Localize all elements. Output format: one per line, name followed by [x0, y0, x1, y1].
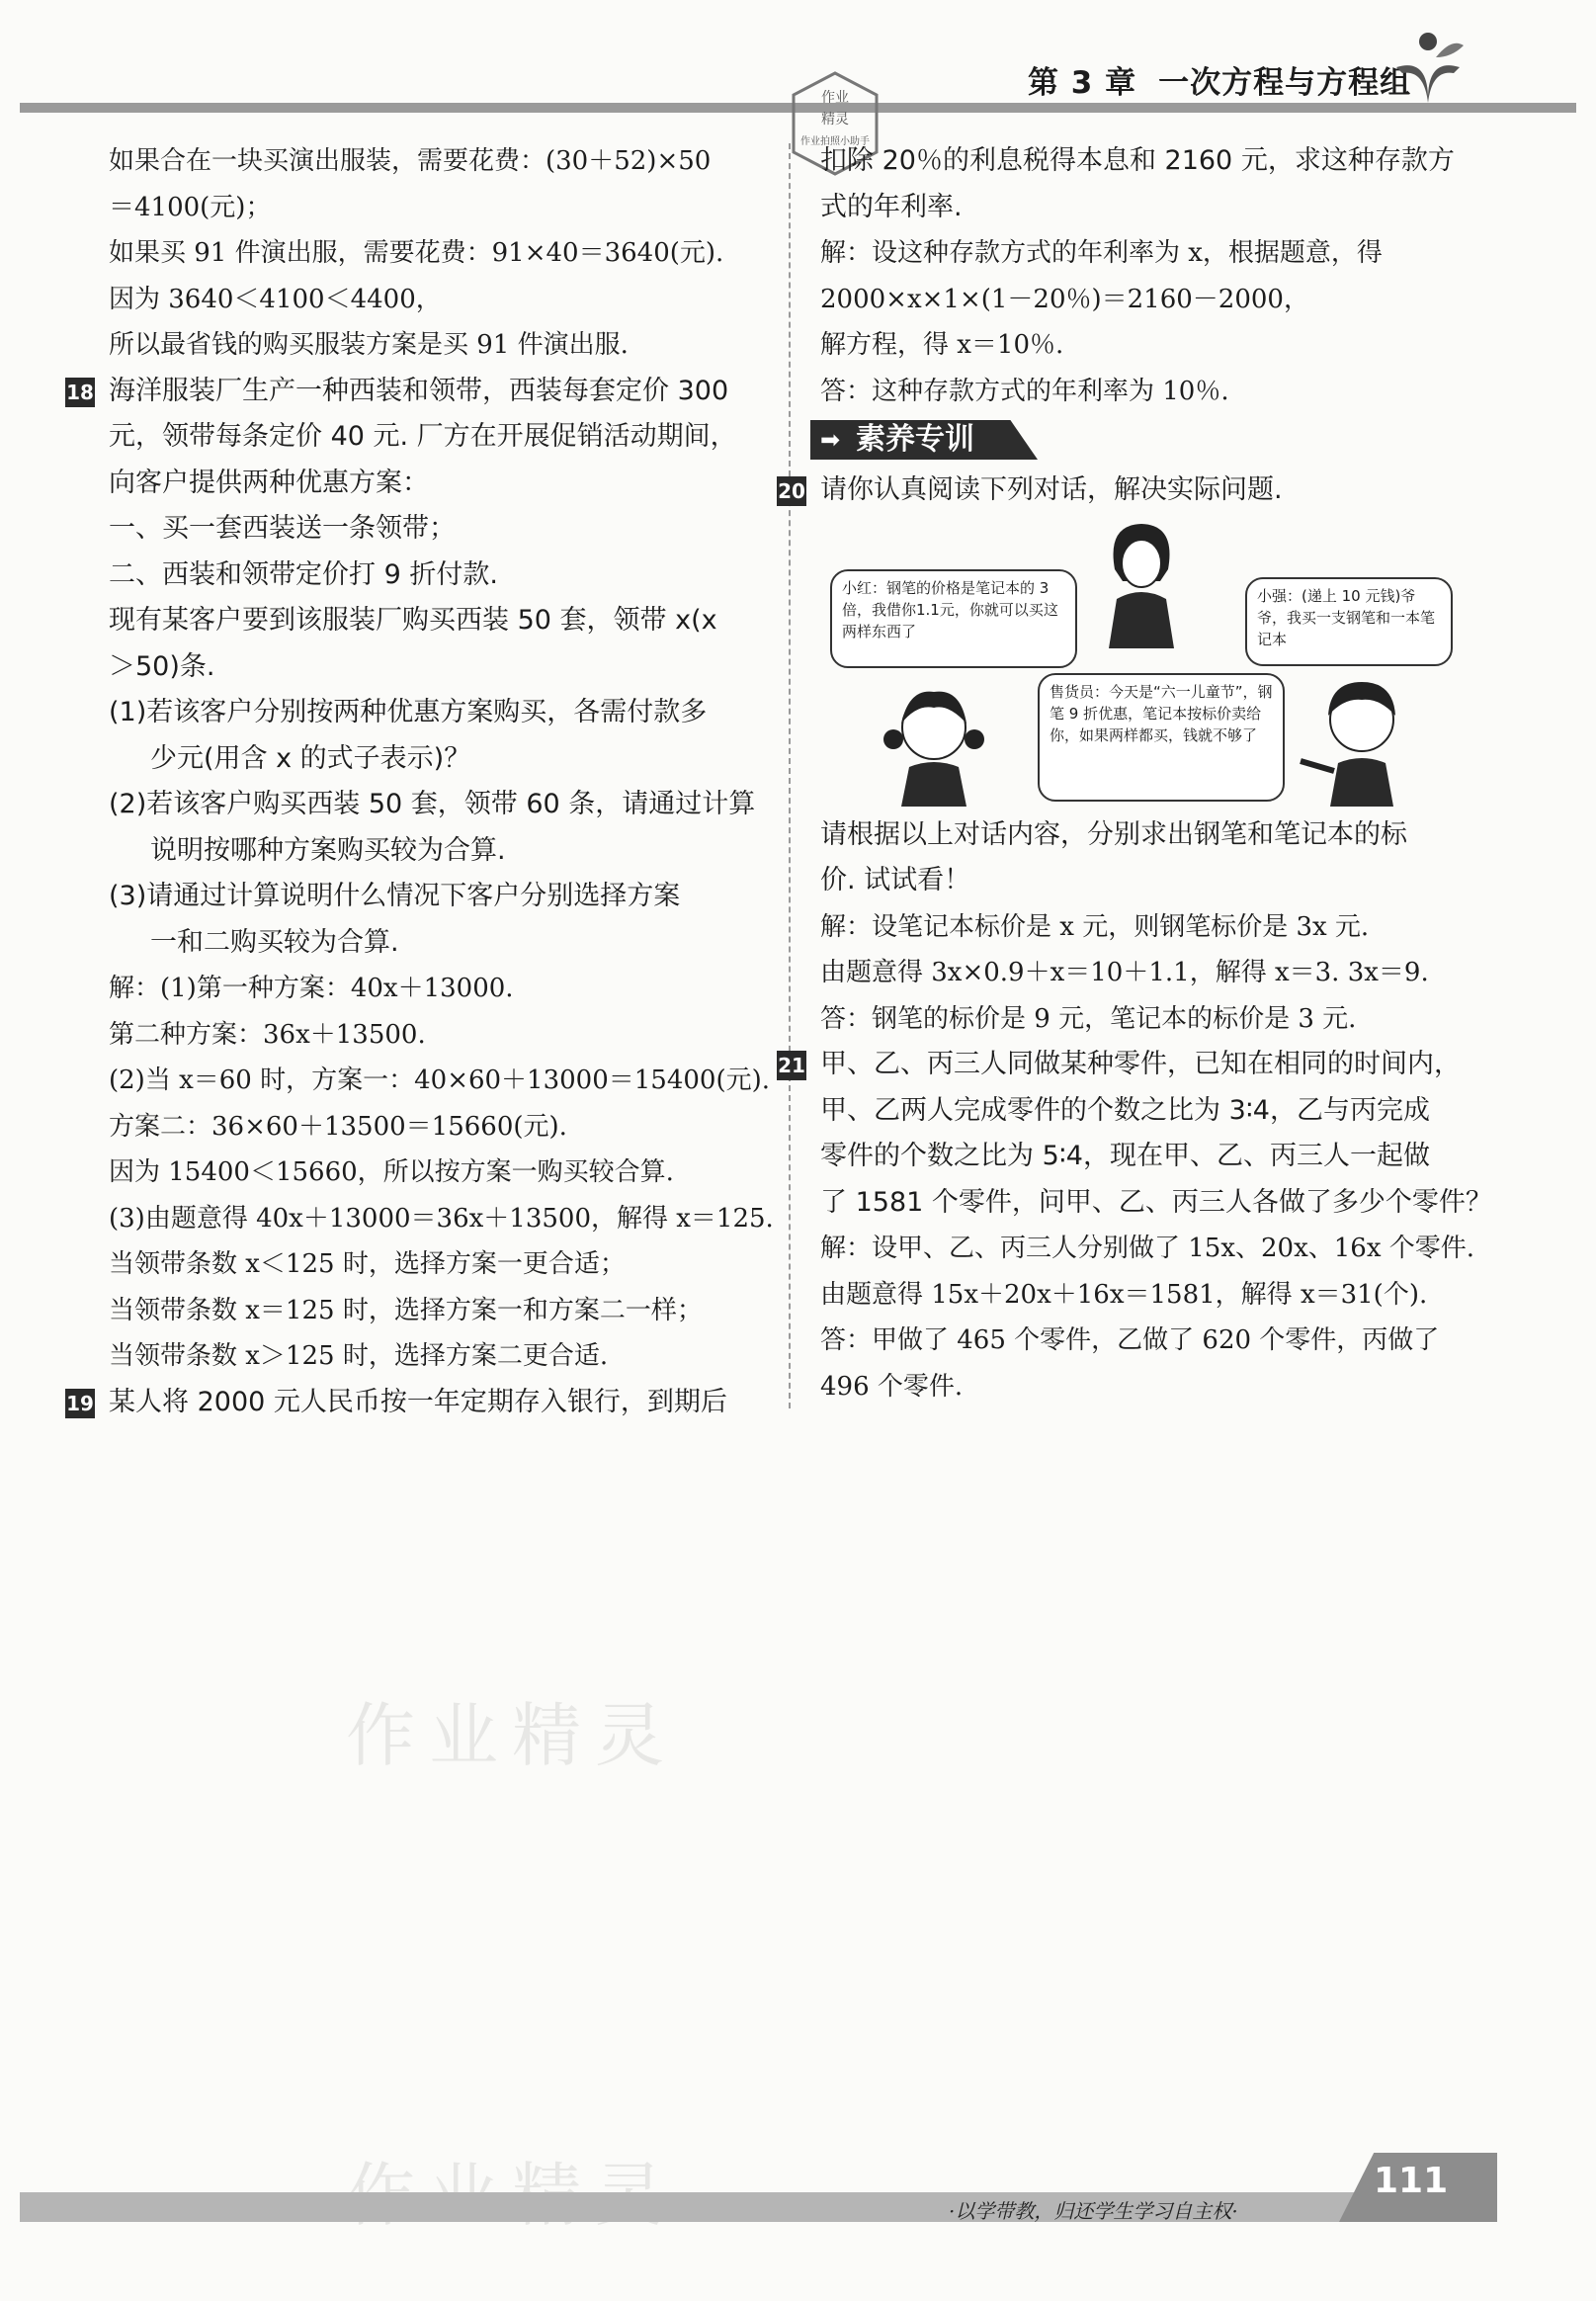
question-line [778, 468, 1482, 514]
line-text: 一、买一套西装送一条领带； [109, 513, 456, 544]
watermark-middle: 作业精灵 [346, 1695, 678, 1776]
line-text: 当领带条数 x＞125 时，选择方案二更合适. [109, 1341, 609, 1371]
chapter-title: 一次方程与方程组 [1158, 65, 1412, 101]
line-text: 解：设这种存款方式的年利率为 x，根据题意，得 [820, 238, 1383, 268]
question-number-badge: 20 [777, 476, 806, 506]
line-text: 答：钢笔的标价是 9 元，笔记本的标价是 3 元. [820, 1003, 1357, 1034]
answer-line [109, 1012, 771, 1059]
left-column [66, 138, 774, 1425]
answer-line [820, 1272, 1482, 1319]
question-line [109, 828, 771, 875]
line-text: 价. 试试看！ [820, 865, 971, 895]
answer-line [109, 1333, 771, 1380]
question-line [109, 782, 771, 828]
answer-line [820, 1364, 1482, 1410]
banner-arrow-icon: ➡ [820, 426, 841, 454]
section-banner [810, 416, 1482, 464]
answer-line [820, 230, 1482, 277]
answer-line [109, 1058, 771, 1104]
answer-line [109, 138, 771, 185]
line-text: 向客户提供两种优惠方案： [109, 467, 429, 498]
right-column [778, 138, 1492, 1409]
line-text: 因为 3640＜4100＜4400， [109, 284, 442, 314]
line-text: 解：(1)第一种方案：40x＋13000. [109, 974, 514, 1003]
question-line [820, 858, 1482, 904]
speech-bubble-girl: 小红：钢笔的价格是笔记本的 3 倍，我借你1.1元，你就可以买这两样东西了 [830, 569, 1077, 668]
footer-motto: ·以学带教，归还学生学习自主权· [949, 2199, 1238, 2223]
question-line [820, 812, 1482, 859]
question-line [820, 185, 1482, 231]
line-text: ＞50)条. [109, 650, 215, 682]
question-line [820, 1180, 1492, 1227]
stamp-line1: 作业 [821, 90, 849, 106]
speech-bubble-clerk: 售货员：今天是“六一儿童节”，钢笔 9 折优惠，笔记本按标价卖给你，如果两样都买，钱就不够了 [1038, 673, 1285, 802]
line-text: 说明按哪种方案购买较为合算. [150, 834, 506, 866]
question-line [109, 598, 771, 644]
question-line [109, 736, 771, 783]
speech-bubble-boy: 小强：(递上 10 元钱)爷爷，我买一支钢笔和一本笔记本 [1245, 577, 1453, 666]
answer-line [109, 277, 771, 323]
line-text: ＝4100(元)； [109, 192, 272, 222]
question-line [109, 414, 771, 461]
question-number-badge: 21 [777, 1051, 806, 1080]
line-text: 由题意得 15x＋20x＋16x＝1581，解得 x＝31(个). [820, 1279, 1428, 1310]
question-number-badge: 18 [65, 378, 95, 407]
answer-line [109, 230, 771, 277]
answer-line [109, 322, 771, 369]
answer-line [820, 369, 1482, 415]
question-line [820, 1134, 1482, 1180]
answer-line [109, 1241, 771, 1288]
answer-line [820, 1318, 1482, 1364]
line-text: (3)请通过计算说明什么情况下客户分别选择方案 [109, 881, 681, 911]
line-text: 甲、乙、丙三人同做某种零件，已知在相同的时间内， [820, 1049, 1461, 1079]
line-text: 方案二：36×60＋13500＝15660(元). [109, 1111, 567, 1142]
line-text: 了 1581 个零件，问甲、乙、丙三人各做了多少个零件？ [820, 1186, 1492, 1218]
question-line [109, 553, 771, 599]
line-text: 一和二购买较为合算. [150, 926, 399, 958]
line-text: 请你认真阅读下列对话，解决实际问题. [820, 474, 1283, 505]
line-text: 请根据以上对话内容，分别求出钢笔和笔记本的标 [820, 818, 1407, 850]
question-line [820, 1088, 1482, 1135]
answer-line [109, 185, 771, 231]
line-text: (2)当 x＝60 时，方案一：40×60＋13000＝15400(元). [109, 1065, 771, 1095]
answer-line [820, 950, 1482, 996]
stamp-line3: 作业拍照小助手 [800, 136, 870, 147]
line-text: 2000×x×1×(1－20％)＝2160－2000， [820, 284, 1309, 314]
line-text: (3)由题意得 40x＋13000＝36x＋13500，解得 x＝125. [109, 1203, 774, 1234]
watermark-bottom [346, 2140, 678, 2240]
line-text: 答：这种存款方式的年利率为 10％. [820, 376, 1229, 406]
chapter-header [1028, 57, 1433, 102]
line-text: 少元(用含 x 的式子表示)？ [150, 742, 471, 774]
line-text: 二、西装和领带定价打 9 折付款. [109, 558, 498, 590]
line-text: 甲、乙两人完成零件的个数之比为 3∶4，乙与丙完成 [820, 1094, 1430, 1126]
line-text: 扣除 20％的利息税得本息和 2160 元，求这种存款方 [820, 145, 1455, 176]
question-line [109, 874, 771, 920]
page-number: 111 [1374, 2161, 1449, 2201]
answer-line [109, 1288, 771, 1334]
right-column-bottom [778, 468, 1492, 1409]
line-text: 当领带条数 x＜125 时，选择方案一更合适； [109, 1249, 626, 1279]
line-text: 如果买 91 件演出服，需要花费：91×40＝3640(元). [109, 238, 724, 268]
banner-title: 素养专训 [856, 422, 974, 457]
question-line [66, 369, 771, 415]
answer-line [109, 1196, 774, 1242]
answer-line [820, 904, 1482, 951]
question-number-badge: 19 [65, 1389, 95, 1418]
line-text: 元，领带每条定价 40 元. 厂方在开展促销活动期间， [109, 421, 737, 452]
line-text: 现有某客户要到该服装厂购买西装 50 套，领带 x(x [109, 605, 717, 636]
line-text: 因为 15400＜15660，所以按方案一购买较合算. [109, 1157, 674, 1187]
answer-line [820, 277, 1482, 323]
line-text: 解：设笔记本标价是 x 元，则钢笔标价是 3x 元. [820, 911, 1370, 942]
question-line [109, 644, 771, 691]
girl-figure-icon [880, 678, 988, 807]
chapter-number: 第 3 章 [1028, 65, 1137, 101]
stamp-line2: 精灵 [821, 112, 849, 128]
line-text: 零件的个数之比为 5∶4，现在甲、乙、丙三人一起做 [820, 1141, 1430, 1171]
answer-line [820, 322, 1482, 369]
line-text: 海洋服装厂生产一种西装和领带，西装每套定价 300 [109, 375, 729, 406]
question-line [109, 690, 771, 736]
question-line [109, 506, 771, 553]
line-text: 解：设甲、乙、丙三人分别做了 15x、20x、16x 个零件. [820, 1234, 1475, 1263]
line-text: 所以最省钱的购买服装方案是买 91 件演出服. [109, 330, 629, 360]
line-text: 第二种方案：36x＋13500. [109, 1019, 426, 1050]
answer-line [109, 1104, 771, 1150]
question-line [778, 1042, 1482, 1088]
answer-line [820, 1226, 1482, 1272]
line-text: 某人将 2000 元人民币按一年定期存入银行，到期后 [109, 1386, 727, 1417]
line-text: 496 个零件. [820, 1371, 964, 1402]
answer-line [109, 1150, 771, 1196]
answer-line [820, 996, 1482, 1043]
book-logo-icon [1388, 28, 1468, 107]
line-text: 解方程，得 x＝10％. [820, 330, 1064, 360]
line-text: 由题意得 3x×0.9＋x＝10＋1.1，解得 x＝3. 3x＝9. [820, 958, 1429, 987]
line-text: 答：甲做了 465 个零件，乙做了 620 个零件，丙做了 [820, 1325, 1440, 1355]
question-line [820, 138, 1482, 185]
column-divider [789, 143, 791, 1408]
line-text: 式的年利率. [820, 191, 963, 222]
right-column-top [820, 138, 1482, 414]
line-text: 当领带条数 x＝125 时，选择方案一和方案二一样； [109, 1295, 703, 1325]
question-line [109, 461, 771, 507]
clerk-figure-icon [1097, 520, 1186, 648]
line-text: (2)若该客户购买西装 50 套，领带 60 条，请通过计算 [109, 789, 756, 819]
answer-line [109, 966, 771, 1012]
question-line [66, 1380, 771, 1426]
boy-figure-icon [1295, 668, 1423, 807]
line-text: 如果合在一块买演出服装，需要花费：(30＋52)×50 [109, 146, 712, 176]
dialogue-comic [830, 520, 1482, 807]
line-text: (1)若该客户分别按两种优惠方案购买，各需付款多 [109, 697, 708, 727]
question-line [109, 920, 771, 967]
